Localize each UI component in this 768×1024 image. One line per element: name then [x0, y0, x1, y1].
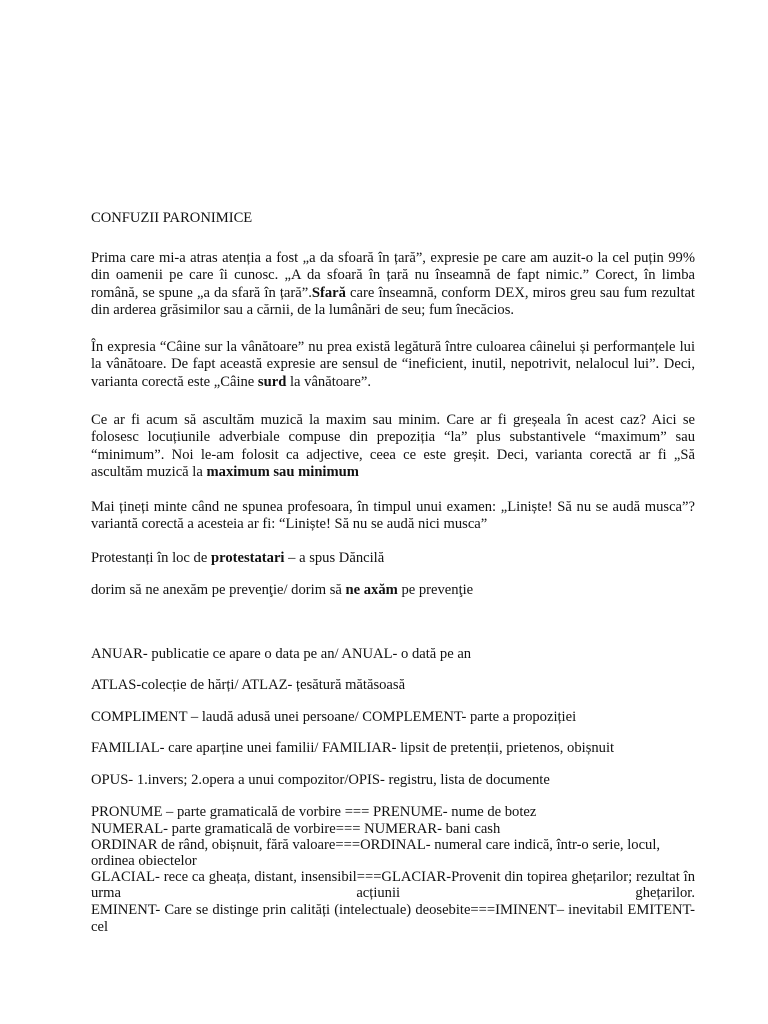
- paragraph-5: Protestanți în loc de protestatari – a spus Dăncilă: [91, 550, 385, 566]
- paronym-atlas: ATLAS-colecție de hărți/ ATLAZ- țesătură mătăsoasă: [91, 677, 406, 693]
- paronym-numeral: NUMERAL- parte gramaticală de vorbire=== NUMERAR- bani cash: [91, 821, 501, 837]
- paronym-compliment: COMPLIMENT – laudă adusă unei persoane/ COMPLEMENT- parte a propoziției: [91, 709, 577, 725]
- paragraph-6: dorim să ne anexăm pe prevenţie/ dorim să ne axăm pe prevenţie: [91, 582, 474, 598]
- paronym-eminent: EMINENT- Care se distinge prin calități (intelectuale) deosebite===IMINENT– inevitabil EMITENT- cel: [91, 902, 695, 936]
- paronym-familial: FAMILIAL- care aparține unei familii/ FAMILIAR- lipsit de pretenții, prietenos, obișnuit: [91, 740, 615, 756]
- paronym-anuar: ANUAR- publicatie ce apare o data pe an/ ANUAL- o dată pe an: [91, 646, 472, 662]
- paragraph-1: Prima care mi-a atras atenția a fost „a da sfoară în țară”, expresie pe care am auzit-o la cel puțin 99% din oamenii pe care îi cunosc. „A da sfoară în țară nu înseamnă de fapt nimic.” Corect, în limba română, se spune „a da sfară în țară”.Sfară care înseamnă, conform DEX, miros greu sau fum rezultat din arderea grăsimilor sau a cărnii, de la lumânări de seu; fum înecăcios.: [91, 250, 695, 319]
- paronym-ordinar: ORDINAR de rând, obișnuit, fără valoare===ORDINAL- numeral care indică, într-o serie, locul, ordinea obiectelor: [91, 837, 661, 869]
- paronym-pronume: PRONUME – parte gramaticală de vorbire === PRENUME- nume de botez: [91, 804, 537, 820]
- doc-title: CONFUZII PARONIMICE: [91, 210, 253, 226]
- paragraph-2: În expresia “Câine sur la vânătoare” nu prea există legătură între culoarea câinelui și performanțele lui la vânătoare. De fapt această expresie are sensul de “ineficient, inutil, nepotrivit, nelalocul lui”. Deci, varianta corectă este „Câine surd la vânătoare”.: [91, 339, 695, 390]
- paragraph-4: Mai țineți minte când ne spunea profesoara, în timpul unui examen: „Liniște! Să nu se audă musca”? variantă corectă a acesteia ar fi: “Liniște! Să nu se audă nici musca”: [91, 499, 695, 533]
- paronym-opus: OPUS- 1.invers; 2.opera a unui compozitor/OPIS- registru, lista de documente: [91, 772, 550, 788]
- paragraph-3: Ce ar fi acum să ascultăm muzică la maxim sau minim. Care ar fi greșeala în acest caz? Aici se folosesc locuțiunile adverbiale compuse din prepoziția “la” plus substantivele “maximum” sau “minimum”. Noi le-am folosit ca adjective, ceea ce este greșit. Deci, varianta corectă ar fi „Să ascultăm muzică la maximum sau minimum: [91, 412, 695, 481]
- paronym-glacial: GLACIAL- rece ca gheața, distant, insensibil===GLACIAR-Provenit din topirea ghețarilor; rezultat în urma acțiunii ghețarilor.: [91, 869, 695, 901]
